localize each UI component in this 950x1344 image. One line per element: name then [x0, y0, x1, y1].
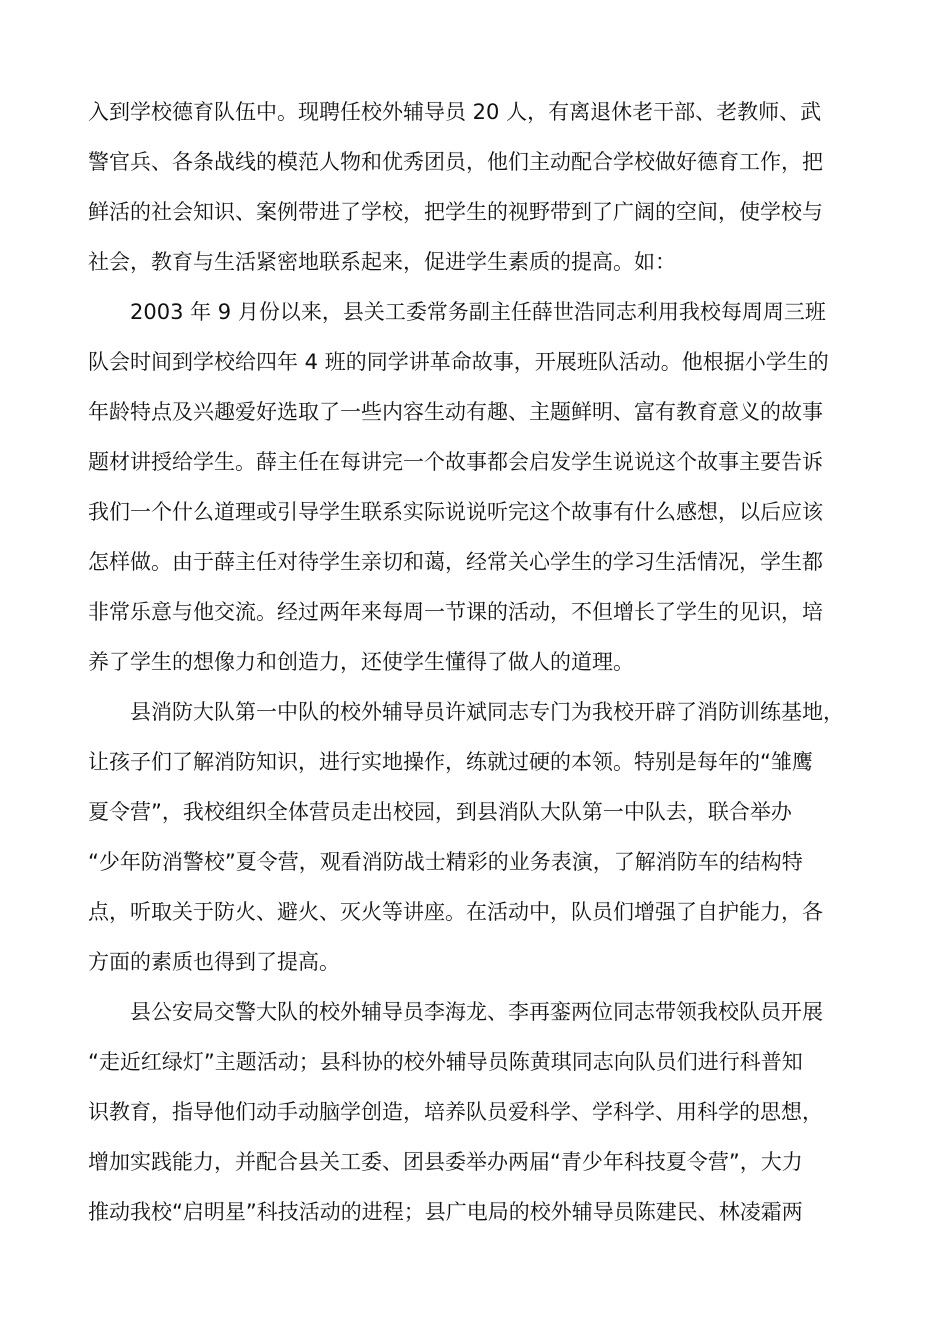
- text-line: “少年防消警校”夏令营，观看消防战士精彩的业务表演，了解消防车的结构特: [88, 850, 803, 874]
- text-line: 题材讲授给学生。薛主任在每讲完一个故事都会启发学生说说这个故事主要告诉: [88, 450, 823, 474]
- text-line: 养了学生的想像力和创造力，还使学生懂得了做人的道理。: [88, 650, 634, 674]
- text-line: 推动我校“启明星”科技活动的进程；县广电局的校外辅导员陈建民、林凌霜两: [88, 1200, 803, 1224]
- text-line: 鲜活的社会知识、案例带进了学校，把学生的视野带到了广阔的空间，使学校与: [88, 200, 823, 224]
- text-line: 我们一个什么道理或引导学生联系实际说说听完这个故事有什么感想，以后应该: [88, 500, 823, 524]
- text-line: 识教育，指导他们动手动脑学创造，培养队员爱科学、学科学、用科学的思想，: [88, 1100, 823, 1124]
- text-line: 警官兵、各条战线的模范人物和优秀团员，他们主动配合学校做好德育工作，把: [88, 150, 823, 174]
- text-line: 2003 年 9 月份以来，县关工委常务副主任薛世浩同志利用我校每周周三班: [130, 300, 826, 324]
- text-line: 夏令营”，我校组织全体营员走出校园，到县消队大队第一中队去，联合举办: [88, 800, 792, 824]
- text-line: 入到学校德育队伍中。现聘任校外辅导员 20 人，有离退休老干部、老教师、武: [88, 100, 822, 124]
- text-line: 县消防大队第一中队的校外辅导员许斌同志专门为我校开辟了消防训练基地，: [130, 700, 844, 724]
- text-line: 年龄特点及兴趣爱好选取了一些内容生动有趣、主题鲜明、富有教育意义的故事: [88, 400, 823, 424]
- text-line: 队会时间到学校给四年 4 班的同学讲革命故事，开展班队活动。他根据小学生的: [88, 350, 829, 374]
- text-line: 县公安局交警大队的校外辅导员李海龙、李再銮两位同志带领我校队员开展: [130, 1000, 823, 1024]
- text-line: 非常乐意与他交流。经过两年来每周一节课的活动，不但增长了学生的见识，培: [88, 600, 823, 624]
- text-line: 让孩子们了解消防知识，进行实地操作，练就过硬的本领。特别是每年的“雏鹰: [88, 750, 813, 774]
- text-line: 社会，教育与生活紧密地联系起来，促进学生素质的提高。如：: [88, 250, 676, 274]
- text-line: “走近红绿灯”主题活动；县科协的校外辅导员陈黄琪同志向队员们进行科普知: [88, 1050, 803, 1074]
- text-line: 增加实践能力，并配合县关工委、团县委举办两届“青少年科技夏令营”，大力: [88, 1150, 803, 1174]
- text-line: 点，听取关于防火、避火、灭火等讲座。在活动中，队员们增强了自护能力，各: [88, 900, 823, 924]
- text-line: 方面的素质也得到了提高。: [88, 950, 340, 974]
- text-line: 怎样做。由于薛主任对待学生亲切和蔼，经常关心学生的学习生活情况，学生都: [88, 550, 823, 574]
